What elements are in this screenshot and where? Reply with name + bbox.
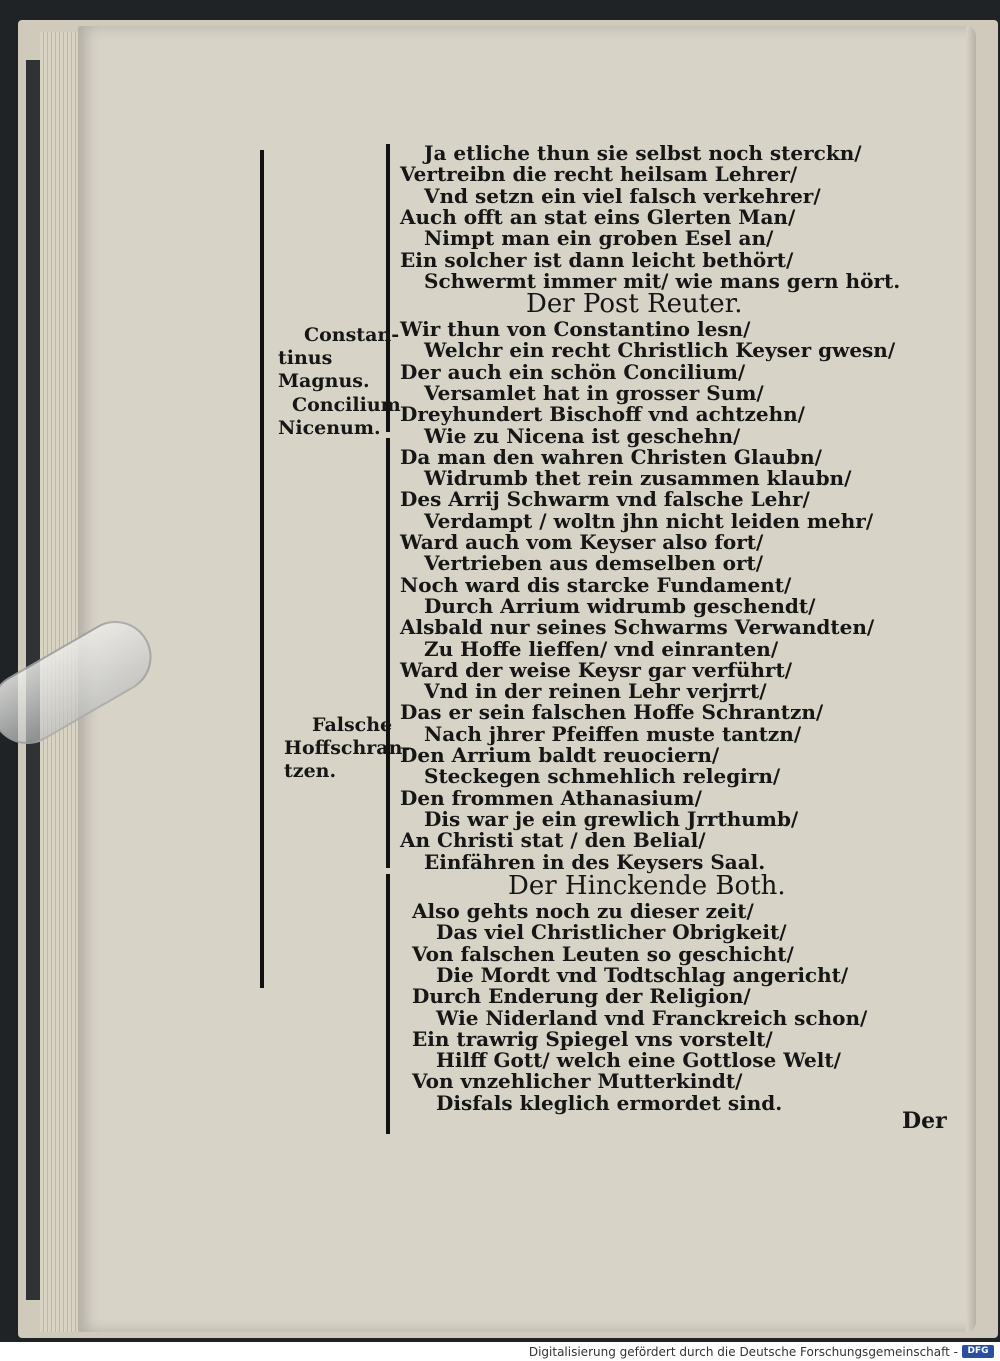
verse-line: Vnd setzn ein viel falsch verkehrer/ <box>424 183 821 208</box>
verse-line: Vertreibn die recht heilsam Lehrer/ <box>400 162 798 187</box>
verse-line: Wie zu Nicena ist geschehn/ <box>424 423 741 448</box>
verse-line: Verdampt / woltn jhn nicht leiden mehr/ <box>424 508 874 533</box>
margin-note-concilium: Concilium Nicenum. <box>278 394 401 439</box>
verse-line: Alsbald nur seines Schwarms Verwandten/ <box>400 615 875 640</box>
heading-hinckende-both: Der Hinckende Both. <box>508 871 786 901</box>
verse-line: Da man den wahren Christen Glaubn/ <box>400 444 822 469</box>
book-page <box>78 26 976 1332</box>
margin-note-falsche: Falsche Hoffschran- tzen. <box>284 714 411 782</box>
verse-line: Nach jhrer Pfeiffen muste tantzn/ <box>424 721 802 746</box>
verse-line: Durch Arrium widrumb geschendt/ <box>424 593 816 618</box>
verse-line: Den Arrium baldt reuociern/ <box>400 743 720 767</box>
verse-line: Dreyhundert Bischoff vnd achtzehn/ <box>400 402 805 427</box>
catchword: Der <box>902 1108 947 1134</box>
verse-line: Der auch ein schön Concilium/ <box>400 359 746 384</box>
verse-line: Also gehts noch zu dieser zeit/ <box>412 899 754 923</box>
verse-line: Von falschen Leuten so geschicht/ <box>412 941 794 966</box>
verse-line: Das viel Christlicher Obrigkeit/ <box>436 920 787 945</box>
verse-line: Wie Niderland vnd Franckreich schon/ <box>436 1005 868 1030</box>
verse-line: Steckegen schmehlich relegirn/ <box>424 764 781 789</box>
heading-post-reuter: Der Post Reuter. <box>526 289 743 319</box>
verse-line: Zu Hoffe lieffen/ vnd einranten/ <box>424 636 779 661</box>
verse-line: Ward der weise Keysr gar verführt/ <box>400 657 793 682</box>
verse-line: Vnd in der reinen Lehr verjrrt/ <box>424 679 767 704</box>
verse-line: Vertrieben aus demselben ort/ <box>424 551 764 576</box>
verse-rule <box>386 874 390 1134</box>
verse-line: Ja etliche thun sie selbst noch sterckn/ <box>424 141 862 165</box>
margin-rule-left <box>260 150 264 988</box>
verse-line: Welchr ein recht Christlich Keyser gwesn/ <box>424 338 896 363</box>
verse-line: Dis war je ein grewlich Jrrthumb/ <box>424 806 799 831</box>
verse-line: Des Arrij Schwarm vnd falsche Lehr/ <box>400 487 810 512</box>
verse-line: Durch Enderung der Religion/ <box>412 984 751 1009</box>
verse-line: Schwermt immer mit/ wie mans gern hört. <box>424 268 901 293</box>
verse-line: Versamlet hat in grosser Sum/ <box>424 380 764 405</box>
verse-line: Ein solcher ist dann leicht bethört/ <box>400 247 794 272</box>
verse-line: Disfals kleglich ermordet sind. <box>436 1090 783 1115</box>
footer-credit: Digitalisierung gefördert durch die Deutsche Forschungsgemeinschaft - <box>528 1345 958 1359</box>
verse-line: Den frommen Athanasium/ <box>400 785 702 810</box>
page-right-edge <box>966 26 976 1332</box>
verse-line: Ward auch vom Keyser also fort/ <box>400 530 764 554</box>
verse-line: Hilff Gott/ welch eine Gottlose Welt/ <box>436 1048 841 1073</box>
verse-line: Noch ward dis starcke Fundament/ <box>400 572 792 597</box>
verse-line: Das er sein falschen Hoffe Schrantzn/ <box>400 700 824 725</box>
dfg-logo-icon: DFG <box>962 1345 994 1358</box>
verse-line: Ein trawrig Spiegel vns vorstelt/ <box>412 1026 773 1051</box>
verse-line: Auch offt an stat eins Glerten Man/ <box>400 204 796 229</box>
verse-line: Einfähren in des Keysers Saal. <box>424 849 766 874</box>
verse-rule <box>386 438 390 868</box>
verse-line: Die Mordt vnd Todtschlag angericht/ <box>436 962 849 987</box>
verse-line: Wir thun von Constantino lesn/ <box>400 317 751 341</box>
verse-line: Nimpt man ein groben Esel an/ <box>424 226 774 251</box>
verse-line: Widrumb thet rein zusammen klaubn/ <box>424 466 852 491</box>
verse-line: An Christi stat / den Belial/ <box>400 828 706 853</box>
margin-note-constantinus: Constan- tinus Magnus. <box>278 324 400 392</box>
verse-line: Von vnzehlicher Mutterkindt/ <box>412 1069 743 1094</box>
